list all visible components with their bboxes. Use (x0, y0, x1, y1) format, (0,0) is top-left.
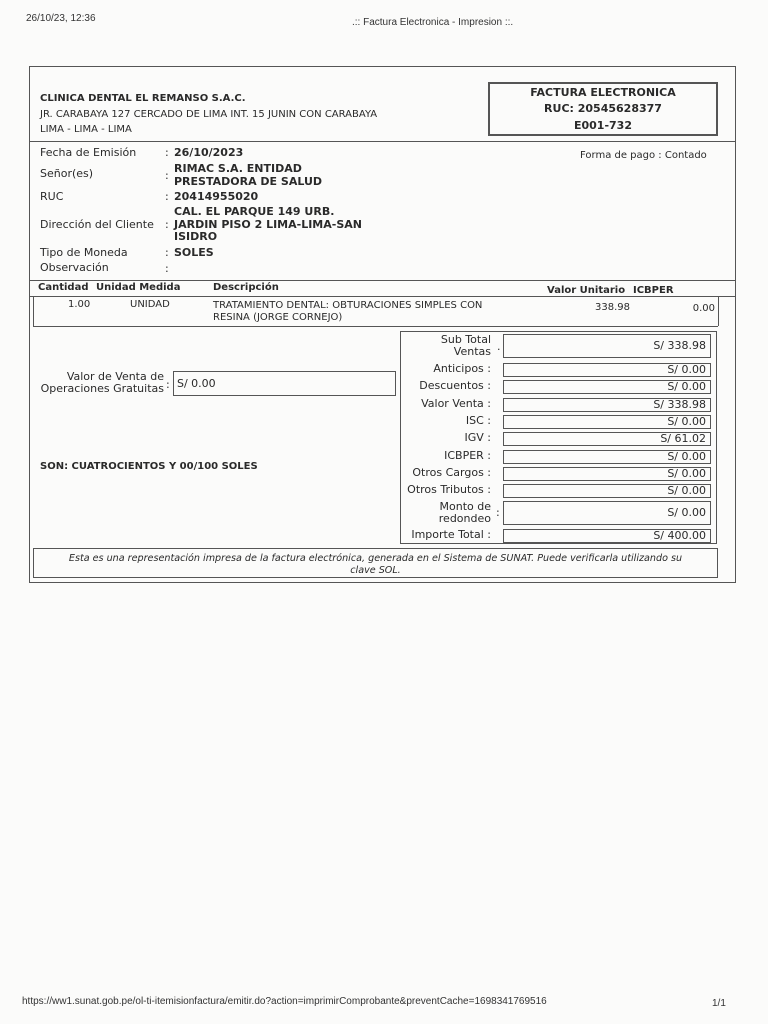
issuer-address-2: LIMA - LIMA - LIMA (40, 124, 132, 135)
footer-note-1: Esta es una representación impresa de la factura electrónica, generada en el Sistema de SUNAT. Puede verificarla utilizando su (68, 553, 683, 564)
subtotal-label-1: Sub Total (440, 333, 491, 346)
otros-tributos-value: S/ 0.00 (503, 484, 711, 498)
col-unidad: Unidad Medida (96, 282, 181, 293)
senor-label: Señor(es) (40, 167, 94, 180)
valor-venta-value: S/ 338.98 (503, 398, 711, 412)
colon: : (165, 246, 169, 259)
gratuitas-value: S/ 0.00 (173, 371, 396, 396)
isc-label: ISC : (465, 414, 491, 427)
item-unidad: UNIDAD (130, 299, 170, 310)
divider (29, 296, 736, 297)
descuentos-label: Descuentos : (419, 379, 491, 392)
anticipos-value: S/ 0.00 (503, 363, 711, 377)
moneda-value: SOLES (174, 246, 214, 259)
otros-tributos-label: Otros Tributos : (407, 483, 491, 496)
igv-value: S/ 61.02 (503, 432, 711, 446)
divider (718, 296, 719, 326)
redondeo-label-2: redondeo (438, 512, 491, 525)
item-desc-2: RESINA (JORGE CORNEJO) (213, 312, 343, 323)
valor-venta-label: Valor Venta : (421, 397, 491, 410)
igv-label: IGV : (464, 431, 491, 444)
observacion-label: Observación (40, 261, 109, 274)
item-cantidad: 1.00 (68, 299, 91, 310)
isc-value: S/ 0.00 (503, 415, 711, 429)
divider (33, 296, 34, 326)
icbper-value: S/ 0.00 (503, 450, 711, 464)
direccion-value-2: JARDIN PISO 2 LIMA-LIMA-SAN (174, 218, 362, 231)
son-amount-words: SON: CUATROCIENTOS Y 00/100 SOLES (40, 461, 258, 472)
importe-total-value: S/ 400.00 (503, 529, 711, 543)
colon: : (165, 146, 169, 159)
redondeo-label-1: Monto de (439, 500, 491, 513)
anticipos-label: Anticipos : (433, 362, 491, 375)
divider (29, 280, 736, 281)
ruc-value: 20414955020 (174, 190, 259, 203)
col-valor-unitario: Valor Unitario (547, 285, 626, 296)
gratuitas-label-1: Valor de Venta de (66, 370, 164, 383)
issuer-address-1: JR. CARABAYA 127 CERCADO DE LIMA INT. 15 JUNIN CON CARABAYA (40, 109, 378, 120)
moneda-label: Tipo de Moneda (40, 246, 128, 259)
footer-note (33, 553, 718, 577)
divider (29, 141, 736, 142)
senor-value-2: PRESTADORA DE SALUD (174, 175, 323, 188)
subtotal-label (395, 334, 491, 358)
descuentos-value: S/ 0.00 (503, 380, 711, 394)
otros-cargos-label: Otros Cargos : (412, 466, 491, 479)
senor-value-1: RIMAC S.A. ENTIDAD (174, 162, 302, 175)
otros-cargos-value: S/ 0.00 (503, 467, 711, 481)
document-type: FACTURA ELECTRONICA (530, 86, 676, 99)
col-cantidad: Cantidad (38, 282, 89, 293)
icbper-label: ICBPER : (444, 449, 491, 462)
direccion-value-3: ISIDRO (174, 230, 218, 243)
fecha-label: Fecha de Emisión (40, 146, 137, 159)
colon: : (165, 169, 169, 182)
print-datetime: 26/10/23, 12:36 (26, 13, 96, 24)
print-title: .:: Factura Electronica - Impresion ::. (352, 17, 514, 28)
item-desc-1: TRATAMIENTO DENTAL: OBTURACIONES SIMPLES CON (213, 300, 483, 311)
direccion-value-1: CAL. EL PARQUE 149 URB. (174, 205, 335, 218)
issuer-name: CLINICA DENTAL EL REMANSO S.A.C. (40, 93, 246, 104)
direccion-label: Dirección del Cliente (40, 218, 154, 231)
divider (33, 326, 718, 327)
colon: : (496, 506, 500, 519)
gratuitas-label-2: Operaciones Gratuitas (40, 382, 164, 395)
importe-total-label: Importe Total : (411, 528, 491, 541)
forma-pago: Forma de pago : Contado (580, 150, 707, 161)
colon: : (165, 190, 169, 203)
colon: . (497, 340, 501, 353)
print-url[interactable]: https://ww1.sunat.gob.pe/ol-ti-itemisionfactura/emitir.do?action=imprimirComprobante&preventCache=1698341769516 (22, 996, 547, 1007)
item-valor: 338.98 (595, 302, 630, 313)
gratuitas-label (40, 371, 164, 395)
col-descripcion: Descripción (213, 282, 279, 293)
colon: : (166, 378, 170, 391)
item-icbper: 0.00 (692, 303, 715, 314)
redondeo-label (395, 501, 491, 525)
document-number: E001-732 (573, 119, 632, 132)
footer-note-2: clave SOL. (350, 565, 401, 576)
subtotal-value: S/ 338.98 (503, 334, 711, 358)
colon: : (165, 262, 169, 275)
print-page-number: 1/1 (712, 998, 726, 1009)
col-icbper: ICBPER (633, 285, 674, 296)
subtotal-label-2: Ventas (453, 345, 491, 358)
colon: : (165, 218, 169, 231)
fecha-value: 26/10/2023 (174, 146, 244, 159)
ruc-label: RUC (40, 190, 64, 203)
document-ruc: RUC: 20545628377 (544, 102, 662, 115)
redondeo-value: S/ 0.00 (503, 501, 711, 525)
